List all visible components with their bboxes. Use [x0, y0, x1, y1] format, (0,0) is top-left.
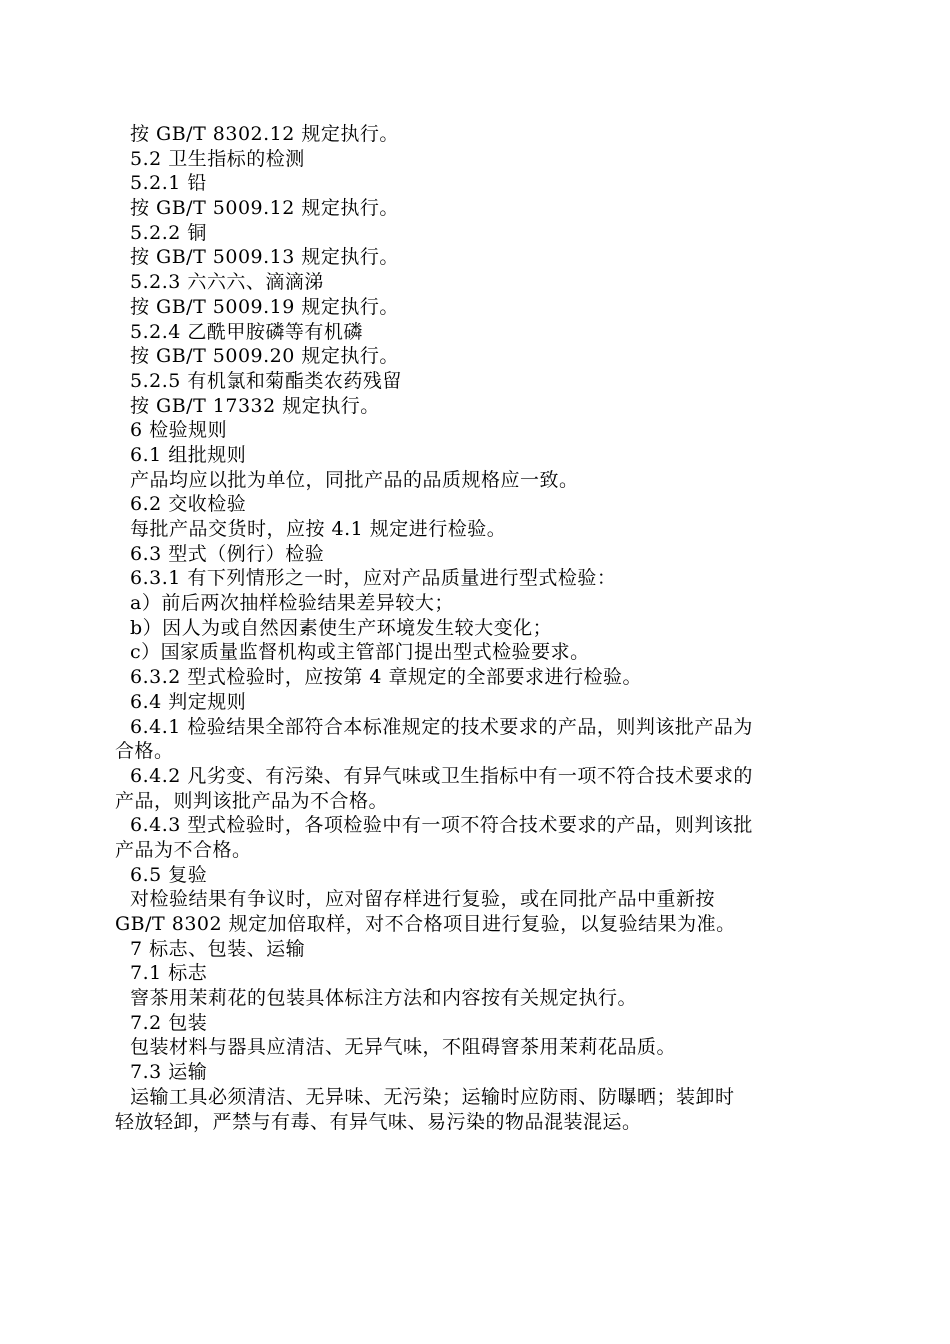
text-line: 按 GB/T 5009.20 规定执行。 — [130, 345, 399, 368]
paragraph-line: 6.4.1 检验结果全部符合本标准规定的技术要求的产品，则判该批产品为 — [130, 715, 753, 738]
text-line: 按 GB/T 5009.12 规定执行。 — [130, 197, 399, 220]
section-heading: 5.2.5 有机氯和菊酯类农药残留 — [130, 369, 402, 392]
paragraph-line: 产品为不合格。 — [115, 838, 252, 861]
text-line: 包装材料与器具应清洁、无异气味，不阻碍窨茶用茉莉花品质。 — [130, 1036, 677, 1059]
text-line: 按 GB/T 8302.12 规定执行。 — [130, 123, 399, 145]
text-line: 每批产品交货时，应按 4.1 规定进行检验。 — [130, 518, 507, 540]
paragraph-line: 轻放轻卸，严禁与有毒、有异气味、易污染的物品混装混运。 — [115, 1110, 642, 1133]
section-heading: 6.4 判定规则 — [130, 690, 247, 713]
section-heading: 6.3.1 有下列情形之一时，应对产品质量进行型式检验： — [130, 567, 617, 590]
section-heading: 5.2.4 乙酰甲胺磷等有机磷 — [130, 320, 363, 343]
section-heading: 6.3.2 型式检验时，应按第 4 章规定的全部要求进行检验。 — [130, 666, 643, 689]
paragraph-line: 产品，则判该批产品为不合格。 — [115, 789, 389, 812]
list-item: c）国家质量监督机构或主管部门提出型式检验要求。 — [130, 641, 590, 664]
section-heading: 5.2 卫生指标的检测 — [130, 147, 305, 170]
document-page — [115, 122, 835, 1134]
paragraph-line: GB/T 8302 规定加倍取样，对不合格项目进行复验，以复验结果为准。 — [115, 913, 736, 935]
list-item: b）因人为或自然因素使生产环境发生较大变化； — [130, 616, 553, 639]
section-heading: 6 检验规则 — [130, 419, 228, 442]
section-heading: 6.2 交收检验 — [130, 493, 247, 516]
section-heading: 7.2 包装 — [130, 1011, 208, 1034]
section-heading: 5.2.2 铜 — [130, 221, 207, 244]
text-line: 按 GB/T 17332 规定执行。 — [130, 394, 380, 417]
section-heading: 7.3 运输 — [130, 1061, 208, 1084]
text-line: 窨茶用茉莉花的包装具体标注方法和内容按有关规定执行。 — [130, 987, 638, 1010]
paragraph-line: 6.4.3 型式检验时，各项检验中有一项不符合技术要求的产品，则判该批 — [130, 814, 753, 837]
paragraph-line: 合格。 — [115, 740, 174, 763]
list-item: a）前后两次抽样检验结果差异较大； — [130, 592, 454, 615]
section-heading: 6.3 型式（例行）检验 — [130, 542, 325, 565]
section-heading: 6.1 组批规则 — [130, 443, 247, 466]
paragraph-line: 6.4.2 凡劣变、有污染、有异气味或卫生指标中有一项不符合技术要求的 — [130, 764, 753, 787]
paragraph-line: 对检验结果有争议时，应对留存样进行复验，或在同批产品中重新按 — [130, 888, 716, 911]
paragraph-line: 运输工具必须清洁、无异味、无污染；运输时应防雨、防曝晒；装卸时 — [130, 1085, 735, 1108]
section-heading: 7 标志、包装、运输 — [130, 937, 306, 960]
text-line: 产品均应以批为单位，同批产品的品质规格应一致。 — [130, 468, 579, 491]
section-heading: 5.2.1 铅 — [130, 172, 207, 195]
text-line: 按 GB/T 5009.19 规定执行。 — [130, 295, 399, 318]
section-heading: 6.5 复验 — [130, 863, 208, 886]
section-heading: 5.2.3 六六六、滴滴涕 — [130, 271, 324, 294]
text-line: 按 GB/T 5009.13 规定执行。 — [130, 246, 399, 269]
section-heading: 7.1 标志 — [130, 962, 208, 985]
